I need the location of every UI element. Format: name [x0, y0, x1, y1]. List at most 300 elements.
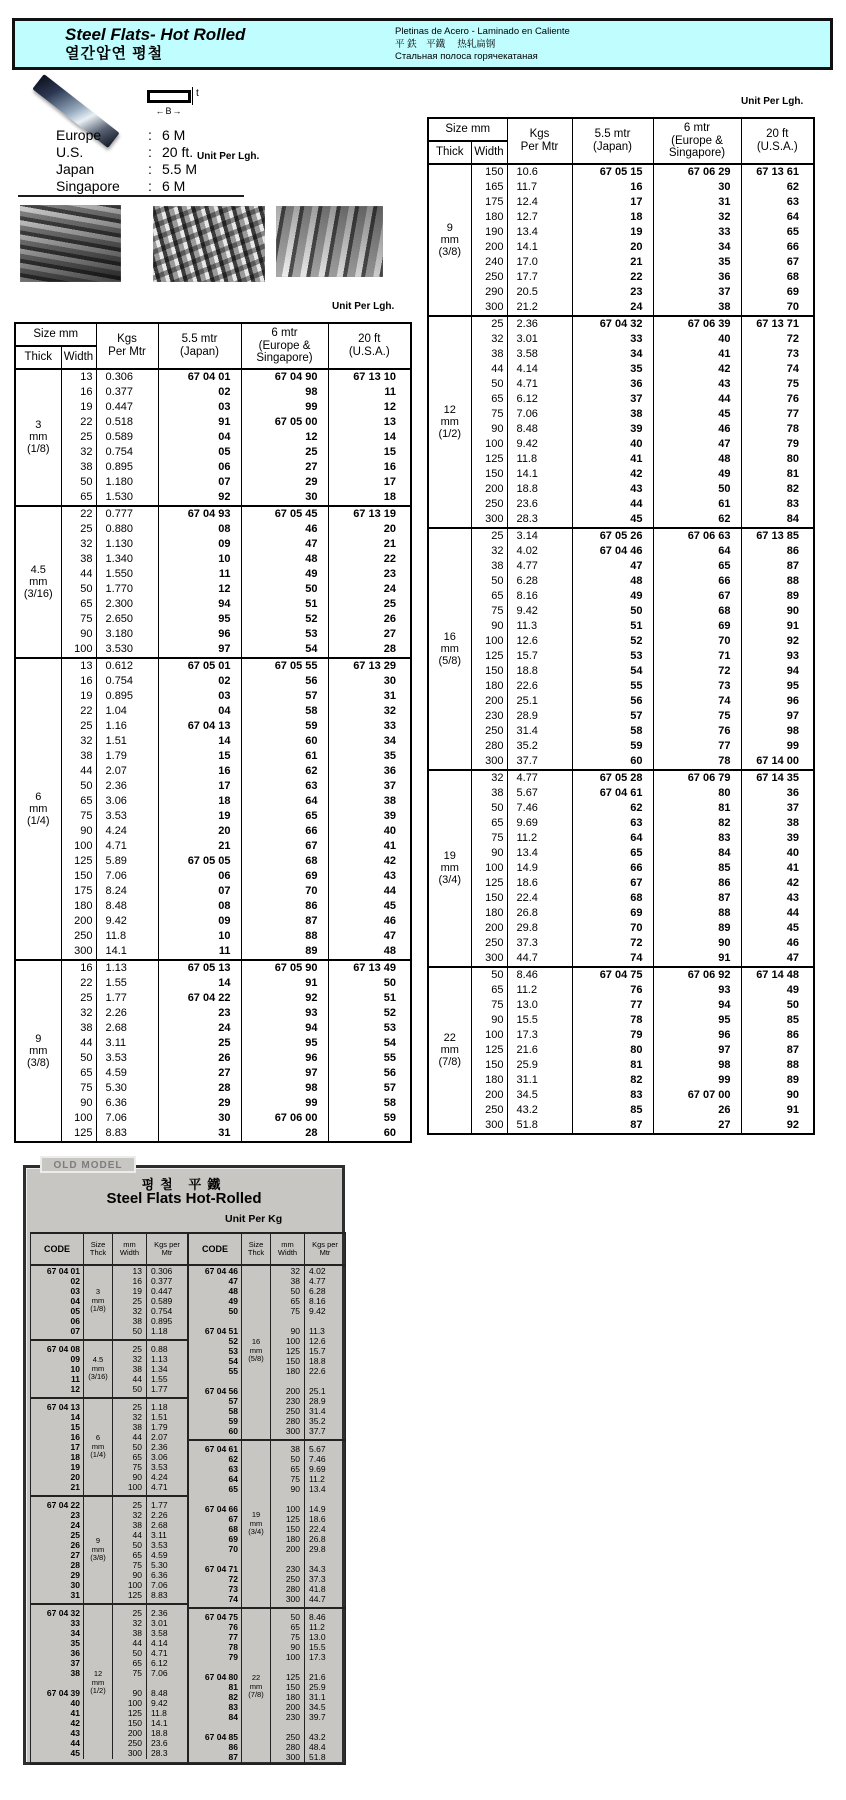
width-cell: 44: [61, 567, 96, 582]
kgs-cell: 14.1: [96, 944, 158, 960]
width-cell: 22: [61, 415, 96, 430]
kgs-cell: 1.51: [96, 734, 158, 749]
code-6mtr-cell: 93: [241, 1006, 328, 1021]
code-cell: 07: [70, 1326, 80, 1336]
kgs-cell: 31.4: [507, 724, 572, 739]
width-cell: 100: [471, 437, 507, 452]
table-row: [15, 369, 411, 385]
kgs-cell: 5.67: [309, 1444, 326, 1454]
kgs-cell: 8.83: [96, 1126, 158, 1142]
code-6mtr-cell: 67 05 45: [241, 506, 328, 522]
code-cell: 36: [70, 1648, 80, 1658]
kgs-cell: 43.2: [507, 1103, 572, 1118]
width-cell: 44: [61, 764, 96, 779]
table-row: [428, 559, 814, 574]
code-55mtr-cell: 25: [158, 1036, 241, 1051]
code-cell: 67 04 22: [46, 1500, 80, 1510]
table-row: [15, 460, 411, 475]
width-cell: 300: [285, 1752, 300, 1762]
width-cell: 50: [61, 582, 96, 597]
old-model-group: [189, 1439, 345, 1607]
kgs-cell: 13.4: [507, 225, 572, 240]
code-cell: 10: [70, 1364, 80, 1374]
kgs-cell: 2.68: [151, 1520, 168, 1530]
width-cell: 125: [471, 1043, 507, 1058]
code-55mtr-cell: 21: [158, 839, 241, 854]
code-6mtr-cell: 91: [241, 976, 328, 991]
code-55mtr-cell: 94: [158, 597, 241, 612]
code-6mtr-cell: 95: [653, 1013, 741, 1028]
width-cell: 200: [127, 1728, 142, 1738]
code-6mtr-cell: 67 06 79: [653, 770, 741, 786]
thickness-column: [83, 1341, 113, 1397]
code-55mtr-cell: 07: [158, 884, 241, 899]
code-cell: 15: [70, 1422, 80, 1432]
code-55mtr-cell: 80: [572, 1043, 653, 1058]
colon: :: [148, 127, 152, 143]
code-20ft-cell: 25: [328, 597, 411, 612]
code-6mtr-cell: 67 06 00: [241, 1111, 328, 1126]
code-20ft-cell: 92: [741, 1118, 814, 1134]
code-cell: 23: [70, 1510, 80, 1520]
kgs-cell: 0.612: [96, 658, 158, 674]
code-cell: [189, 1662, 241, 1672]
code-20ft-cell: 38: [328, 794, 411, 809]
kgs-cell: 3.58: [507, 347, 572, 362]
width-cell: 75: [290, 1632, 300, 1642]
old-model-group: [31, 1603, 187, 1759]
width-cell: 25: [61, 430, 96, 445]
code-20ft-cell: 62: [741, 180, 814, 195]
code-55mtr-cell: 78: [572, 1013, 653, 1028]
code-20ft-cell: 22: [328, 552, 411, 567]
code-20ft-cell: 86: [741, 1028, 814, 1043]
code-20ft-cell: 54: [328, 1036, 411, 1051]
width-cell: 250: [285, 1406, 300, 1416]
code-55mtr-cell: 08: [158, 522, 241, 537]
code-55mtr-cell: 62: [572, 801, 653, 816]
code-20ft-cell: 83: [741, 497, 814, 512]
width-cell: 75: [61, 1081, 96, 1096]
code-55mtr-cell: 74: [572, 951, 653, 967]
kgs-cell: 37.3: [507, 936, 572, 951]
code-cell: 67 04 61: [204, 1444, 238, 1454]
table-row: [428, 225, 814, 240]
code-cell: 11: [71, 1374, 80, 1384]
width-cell: [113, 1678, 146, 1688]
kgs-cell: 1.550: [96, 567, 158, 582]
kgs-cell: 8.48: [96, 899, 158, 914]
width-cell: 250: [127, 1738, 142, 1748]
region-label: U.S.: [56, 144, 84, 160]
code-cell: [189, 1554, 241, 1564]
width-cell: 240: [471, 255, 507, 270]
code-20ft-cell: 11: [328, 385, 411, 400]
table-row: [428, 694, 814, 709]
code-20ft-cell: 28: [328, 642, 411, 658]
width-cell: 250: [285, 1574, 300, 1584]
kgs-cell: 51.8: [507, 1118, 572, 1134]
old-model-title: Steel Flats Hot-Rolled: [106, 1190, 262, 1207]
table-row: [428, 998, 814, 1013]
code-cell: 55: [228, 1366, 238, 1376]
code-cell: 28: [70, 1560, 80, 1570]
table-row: [15, 674, 411, 689]
table-row: [428, 664, 814, 679]
kgs-cell: 0.377: [151, 1276, 173, 1286]
kgs-cell: 0.754: [96, 674, 158, 689]
width-cell: 100: [285, 1504, 300, 1514]
thickness-label: 3 mm (1/8): [90, 1287, 106, 1314]
width-column: [271, 1609, 305, 1763]
width-cell: 250: [471, 270, 507, 285]
width-cell: 44: [132, 1432, 142, 1442]
code-20ft-cell: 58: [328, 1096, 411, 1111]
thickness-column: [83, 1605, 113, 1759]
table-row: [15, 612, 411, 627]
width-cell: 65: [471, 816, 507, 831]
code-55mtr-cell: 17: [572, 195, 653, 210]
code-6mtr-cell: 54: [241, 642, 328, 658]
width-cell: 230: [285, 1712, 300, 1722]
code-cell: 43: [70, 1728, 80, 1738]
code-6mtr-cell: 41: [653, 347, 741, 362]
code-20ft-cell: 85: [741, 1013, 814, 1028]
width-cell: 13: [61, 369, 96, 385]
kgs-cell: 11.3: [309, 1326, 325, 1336]
kgs-cell: 6.36: [151, 1570, 168, 1580]
width-cell: 90: [290, 1484, 300, 1494]
kgs-cell: 0.518: [96, 415, 158, 430]
kgs-cell: 5.67: [507, 786, 572, 801]
table-row: [428, 619, 814, 634]
width-cell: 44: [61, 1036, 96, 1051]
table-row: [15, 719, 411, 734]
kgs-cell: 3.530: [96, 642, 158, 658]
kgs-cell: 3.06: [96, 794, 158, 809]
code-cell: 81: [228, 1682, 238, 1692]
width-cell: 90: [471, 422, 507, 437]
code-55mtr-cell: 60: [572, 754, 653, 770]
code-6mtr-cell: 86: [241, 899, 328, 914]
title-russian: Стальная полоса горячекатаная: [395, 51, 538, 62]
width-dim-label: ←B→: [155, 106, 183, 116]
table-row: [15, 506, 411, 522]
table-row: [428, 1058, 814, 1073]
code-20ft-cell: 47: [741, 951, 814, 967]
code-55mtr-cell: 67 04 93: [158, 506, 241, 522]
code-20ft-cell: 50: [741, 998, 814, 1013]
code-55mtr-cell: 33: [572, 332, 653, 347]
code-6mtr-cell: 82: [653, 816, 741, 831]
code-20ft-cell: 68: [741, 270, 814, 285]
kgs-cell: 1.55: [96, 976, 158, 991]
code-55mtr-cell: 06: [158, 869, 241, 884]
thickness-label: 22 mm (7/8): [428, 967, 471, 1134]
code-55mtr-cell: 51: [572, 619, 653, 634]
table-row: [428, 1043, 814, 1058]
code-6mtr-cell: 53: [241, 627, 328, 642]
old-model-subtable-right: [188, 1232, 346, 1765]
table-row: [428, 467, 814, 482]
length-per-region-list: [56, 127, 197, 195]
code-20ft-cell: 43: [328, 869, 411, 884]
code-55mtr-cell: 95: [158, 612, 241, 627]
table-row: [428, 679, 814, 694]
width-cell: 75: [61, 809, 96, 824]
code-20ft-cell: 90: [741, 604, 814, 619]
kgs-cell: [305, 1316, 345, 1326]
width-cell: 32: [132, 1306, 142, 1316]
width-cell: 150: [285, 1356, 300, 1366]
kgs-cell: [305, 1662, 345, 1672]
kgs-cell: [305, 1494, 345, 1504]
kgs-column: [305, 1609, 345, 1763]
kgs-column: [305, 1441, 345, 1607]
width-cell: 44: [132, 1530, 142, 1540]
code-cell: 18: [70, 1452, 80, 1462]
width-cell: 50: [61, 475, 96, 490]
width-cell: 22: [61, 506, 96, 522]
kgs-cell: 1.55: [151, 1374, 168, 1384]
code-55mtr-cell: 16: [158, 764, 241, 779]
code-6mtr-cell: 67: [653, 589, 741, 604]
code-20ft-cell: 94: [741, 664, 814, 679]
table-row: [428, 786, 814, 801]
kgs-cell: 9.42: [309, 1306, 326, 1316]
code-6mtr-cell: 67 06 29: [653, 164, 741, 180]
code-20ft-cell: 46: [328, 914, 411, 929]
code-cell: 35: [70, 1638, 80, 1648]
code-55mtr-cell: 47: [572, 559, 653, 574]
kgs-cell: 7.46: [507, 801, 572, 816]
kgs-cell: 8.46: [309, 1612, 326, 1622]
table-row: [15, 627, 411, 642]
width-cell: 75: [132, 1668, 142, 1678]
code-6mtr-cell: 97: [653, 1043, 741, 1058]
code-55mtr-cell: 28: [158, 1081, 241, 1096]
width-cell: 44: [132, 1374, 142, 1384]
table-row: [15, 899, 411, 914]
kgs-cell: 35.2: [507, 739, 572, 754]
code-20ft-cell: 78: [741, 422, 814, 437]
width-cell: 65: [471, 589, 507, 604]
table-row: [15, 929, 411, 944]
width-cell: 25: [132, 1296, 142, 1306]
table-row: [428, 801, 814, 816]
code-cell: 78: [228, 1642, 238, 1652]
kgs-cell: 34.3: [309, 1564, 326, 1574]
code-cell: 67 04 71: [204, 1564, 238, 1574]
table-row: [15, 809, 411, 824]
code-20ft-cell: 74: [741, 362, 814, 377]
table-row: [428, 634, 814, 649]
code-cell: [189, 1376, 241, 1386]
code-6mtr-cell: 70: [241, 884, 328, 899]
width-cell: 25: [471, 316, 507, 332]
code-6mtr-cell: 56: [241, 674, 328, 689]
old-col-header-kgs: Kgs per Mtr: [312, 1239, 338, 1257]
kgs-cell: 0.377: [96, 385, 158, 400]
code-55mtr-cell: 26: [158, 1051, 241, 1066]
kgs-cell: 3.11: [151, 1530, 167, 1540]
old-model-tab: OLD MODEL: [40, 1156, 136, 1173]
title-spanish: Pletinas de Acero - Laminado en Caliente: [395, 26, 570, 37]
col-header-20ft: 20 ft (U.S.A.): [328, 323, 411, 369]
kgs-cell: 6.36: [96, 1096, 158, 1111]
code-6mtr-cell: 49: [241, 567, 328, 582]
code-cell: 84: [228, 1712, 238, 1722]
code-6mtr-cell: 44: [653, 392, 741, 407]
code-20ft-cell: 50: [328, 976, 411, 991]
kgs-cell: 8.16: [309, 1296, 326, 1306]
width-cell: 300: [471, 300, 507, 316]
code-55mtr-cell: 19: [572, 225, 653, 240]
code-6mtr-cell: 62: [653, 512, 741, 528]
kgs-cell: 31.4: [309, 1406, 326, 1416]
table-row: [428, 770, 814, 786]
code-6mtr-cell: 35: [653, 255, 741, 270]
thickness-column: [83, 1266, 113, 1339]
code-55mtr-cell: 67 04 13: [158, 719, 241, 734]
kgs-cell: 4.02: [309, 1266, 326, 1276]
kgs-cell: 7.06: [151, 1580, 168, 1590]
code-20ft-cell: 89: [741, 1073, 814, 1088]
width-cell: 32: [132, 1412, 142, 1422]
kgs-cell: [305, 1554, 345, 1564]
kgs-cell: 1.51: [151, 1412, 168, 1422]
code-55mtr-cell: 83: [572, 1088, 653, 1103]
code-55mtr-cell: 56: [572, 694, 653, 709]
code-6mtr-cell: 86: [653, 876, 741, 891]
width-cell: 25: [132, 1344, 142, 1354]
width-cell: 200: [471, 694, 507, 709]
width-cell: 125: [127, 1708, 142, 1718]
kgs-cell: 12.4: [507, 195, 572, 210]
width-cell: 32: [471, 332, 507, 347]
kgs-cell: 4.77: [507, 559, 572, 574]
region-label: Europe: [56, 127, 102, 143]
code-55mtr-cell: 67 04 75: [572, 967, 653, 983]
thickness-label: 16 mm (5/8): [248, 1337, 264, 1364]
code-20ft-cell: 44: [741, 906, 814, 921]
width-cell: 250: [471, 936, 507, 951]
kgs-cell: 29.8: [507, 921, 572, 936]
width-cell: 50: [61, 779, 96, 794]
width-cell: 90: [61, 627, 96, 642]
code-6mtr-cell: 67 06 92: [653, 967, 741, 983]
code-55mtr-cell: 87: [572, 1118, 653, 1134]
table-row: [15, 884, 411, 899]
col-header-kgs: Kgs Per Mtr: [507, 118, 572, 164]
code-6mtr-cell: 74: [653, 694, 741, 709]
kgs-cell: 14.1: [507, 467, 572, 482]
code-55mtr-cell: 85: [572, 1103, 653, 1118]
table-row: [15, 991, 411, 1006]
width-column: [113, 1399, 147, 1495]
kgs-cell: 14.9: [309, 1504, 326, 1514]
width-cell: 300: [471, 754, 507, 770]
code-20ft-cell: 87: [741, 559, 814, 574]
code-20ft-cell: 45: [328, 899, 411, 914]
code-cell: 06: [70, 1316, 80, 1326]
kgs-cell: 18.8: [151, 1728, 168, 1738]
code-20ft-cell: 67 13 85: [741, 528, 814, 544]
table-row: [15, 475, 411, 490]
unit-per-length-note: Unit Per Lgh.: [197, 151, 260, 162]
table-row: [15, 490, 411, 506]
code-cell: 34: [70, 1628, 80, 1638]
code-20ft-cell: 39: [328, 809, 411, 824]
code-55mtr-cell: 09: [158, 537, 241, 552]
table-row: [15, 1006, 411, 1021]
kgs-cell: 18.8: [507, 664, 572, 679]
old-col-header-kgs: Kgs per Mtr: [154, 1239, 180, 1257]
code-20ft-cell: 63: [741, 195, 814, 210]
width-cell: 175: [61, 884, 96, 899]
code-6mtr-cell: 99: [241, 1096, 328, 1111]
width-cell: 180: [471, 679, 507, 694]
kgs-cell: 25.9: [507, 1058, 572, 1073]
table-row: [15, 1066, 411, 1081]
width-cell: 32: [61, 445, 96, 460]
kgs-cell: 18.6: [309, 1514, 326, 1524]
kgs-column: [147, 1399, 187, 1495]
code-6mtr-cell: 66: [653, 574, 741, 589]
code-column: [189, 1266, 241, 1439]
kgs-cell: 8.46: [507, 967, 572, 983]
width-cell: 200: [285, 1544, 300, 1554]
kgs-cell: 11.2: [507, 831, 572, 846]
kgs-cell: 35.2: [309, 1416, 326, 1426]
table-row: [428, 891, 814, 906]
code-55mtr-cell: 39: [572, 422, 653, 437]
width-cell: 38: [132, 1628, 142, 1638]
code-6mtr-cell: 28: [241, 1126, 328, 1142]
width-cell: 150: [285, 1682, 300, 1692]
width-cell: 200: [285, 1386, 300, 1396]
left-table-unit-label: Unit Per Lgh.: [332, 301, 395, 312]
code-55mtr-cell: 49: [572, 589, 653, 604]
code-55mtr-cell: 15: [158, 749, 241, 764]
header-banner: [12, 18, 833, 70]
width-cell: 90: [61, 1096, 96, 1111]
code-6mtr-cell: 48: [653, 452, 741, 467]
code-55mtr-cell: 20: [158, 824, 241, 839]
code-20ft-cell: 38: [741, 816, 814, 831]
table-row: [428, 604, 814, 619]
code-55mtr-cell: 04: [158, 430, 241, 445]
thickness-column: [241, 1609, 271, 1763]
width-cell: 50: [471, 377, 507, 392]
kgs-cell: 1.04: [96, 704, 158, 719]
code-cell: 67: [228, 1514, 238, 1524]
code-cell: 49: [228, 1296, 238, 1306]
code-20ft-cell: 23: [328, 567, 411, 582]
code-6mtr-cell: 58: [241, 704, 328, 719]
width-cell: 75: [290, 1306, 300, 1316]
code-6mtr-cell: 30: [653, 180, 741, 195]
kgs-cell: 4.77: [507, 770, 572, 786]
kgs-cell: 7.06: [151, 1668, 168, 1678]
table-row: [428, 270, 814, 285]
col-header-55mtr: 5.5 mtr (Japan): [158, 323, 241, 369]
kgs-cell: 21.2: [507, 300, 572, 316]
kgs-cell: 1.79: [96, 749, 158, 764]
width-cell: 180: [285, 1534, 300, 1544]
width-cell: 125: [471, 876, 507, 891]
code-55mtr-cell: 69: [572, 906, 653, 921]
